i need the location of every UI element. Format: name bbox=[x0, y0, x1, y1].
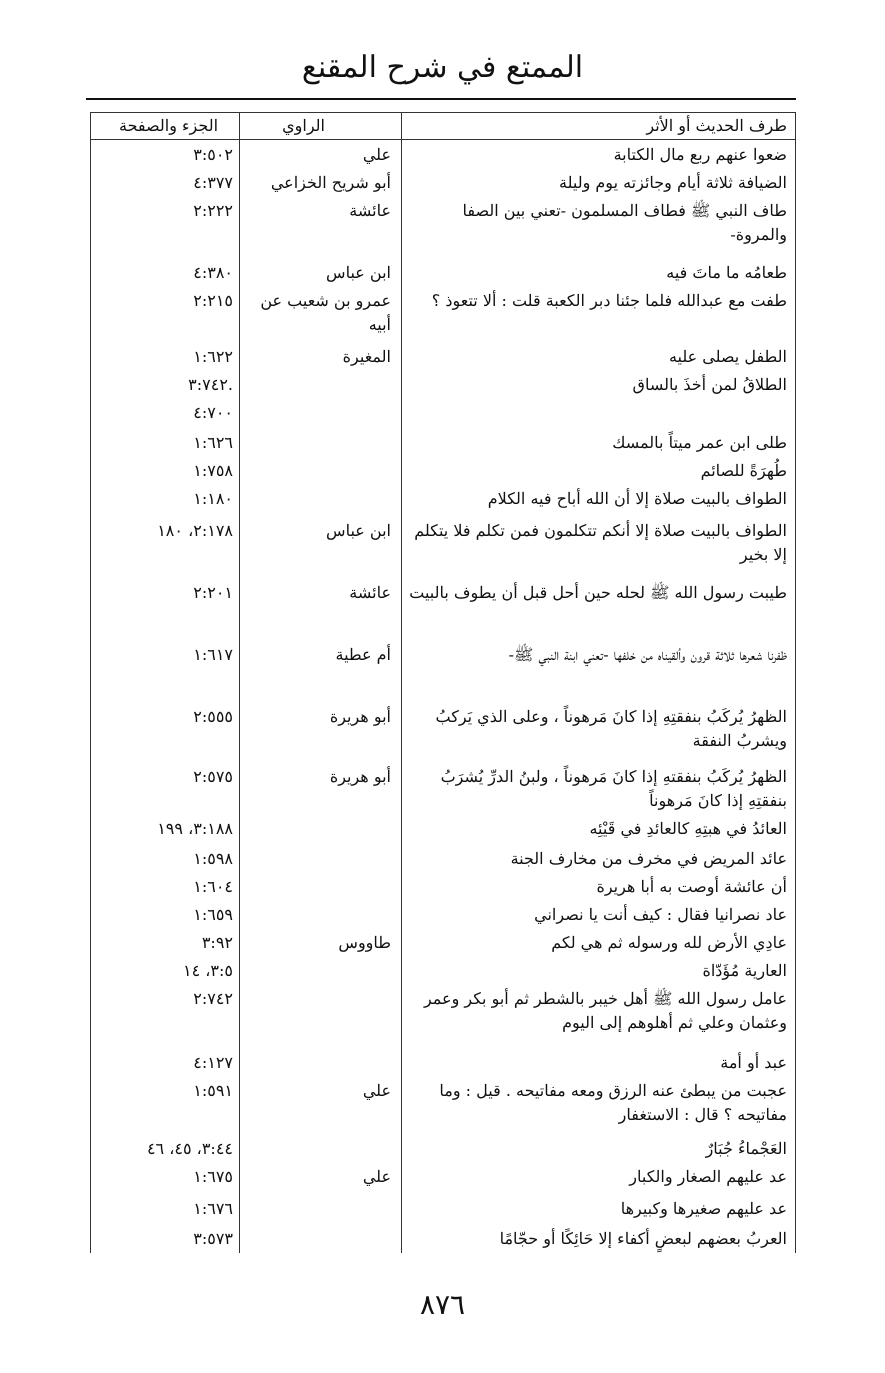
reference-cell: ٣:٥، ١٤ bbox=[182, 961, 233, 980]
narrator-cell: علي bbox=[362, 1081, 391, 1100]
reference-cell: ٣:٥٠٢ bbox=[193, 145, 233, 164]
hadith-cell: طلى ابن عمر ميتاً بالمسك bbox=[612, 433, 787, 452]
reference-cell: ٢:٥٥٥ bbox=[193, 707, 233, 726]
narrator-cell: عمرو بن شعيب عن أبيه bbox=[260, 291, 391, 334]
hadith-cell: عائد المريض في مخرف من مخارف الجنة bbox=[510, 849, 787, 868]
hadith-cell: ظفرنا شعرها ثلاثة قرون وألقيناه من خلفها -تعني ابنة النبي ﷺ- bbox=[508, 645, 787, 664]
reference-cell: ٣:٥٧٣ bbox=[193, 1229, 233, 1248]
narrator-cell: علي bbox=[362, 1167, 391, 1186]
reference-cell: ٢:٥٧٥ bbox=[193, 767, 233, 786]
hadith-cell: الطواف بالبيت صلاة إلا أنكم تتكلمون فمن تكلم فلا يتكلم إلا بخير bbox=[414, 521, 787, 564]
hadith-cell: العارية مُؤَدّاة bbox=[702, 961, 787, 980]
hadith-cell: العائدُ في هبتِهِ كالعائدِ في قَيْئِه bbox=[589, 819, 787, 838]
reference-cell: ١:١٨٠ bbox=[193, 489, 233, 508]
reference-cell: ١:٦٧٥ bbox=[193, 1167, 233, 1186]
narrator-cell: أبو شريح الخزاعي bbox=[270, 173, 391, 192]
reference-cell: ٢:٢٠١ bbox=[193, 583, 233, 602]
reference-cell: ٤:١٢٧ bbox=[193, 1053, 233, 1072]
hadith-cell: طفت مع عبدالله فلما جئنا دبر الكعبة قلت : ألا تتعوذ ؟ bbox=[431, 291, 787, 310]
reference-cell: .٣:٧٤٢ bbox=[188, 375, 233, 394]
narrator-cell: ابن عباس bbox=[326, 521, 391, 540]
hadith-index-table bbox=[90, 112, 796, 1253]
reference-cell: ٤:٣٧٧ bbox=[193, 173, 233, 192]
hadith-cell: أن عائشة أوصت به أبا هريرة bbox=[596, 877, 787, 896]
hadith-cell: عد عليهم صغيرها وكبيرها bbox=[620, 1199, 787, 1218]
hadith-cell: عادِي الأرض لله ورسوله ثم هي لكم bbox=[551, 933, 787, 952]
header-ref: الجزء والصفحة bbox=[119, 116, 219, 135]
reference-cell: ٣:١٨٨، ١٩٩ bbox=[157, 819, 233, 838]
narrator-cell: عائشة bbox=[349, 201, 391, 220]
table-header bbox=[91, 113, 795, 140]
reference-cell: ١:٦٠٤ bbox=[193, 877, 233, 896]
hadith-cell: عامل رسول الله ﷺ أهل خيبر بالشطر ثم أبو بكر وعمر وعثمان وعلي ثم أهلوهم إلى اليوم bbox=[423, 989, 787, 1032]
narrator-cell: طاووس bbox=[338, 933, 391, 952]
narrator-cell: أبو هريرة bbox=[329, 767, 391, 786]
reference-cell: ٣:٤٤، ٤٥، ٤٦ bbox=[146, 1139, 233, 1158]
hadith-cell: ضعوا عنهم ربع مال الكتابة bbox=[613, 145, 787, 164]
reference-cell: ٢:٧٤٢ bbox=[193, 989, 233, 1008]
hadith-cell: الطواف بالبيت صلاة إلا أن الله أباح فيه الكلام bbox=[487, 489, 787, 508]
hadith-cell: الظهرُ يُركَبُ بنفقتهِ إذا كانَ مَرهوناً ، ولبنُ الدرِّ يُشرَبُ بنفقتِهِ إذا كانَ مَرهوناً bbox=[440, 767, 787, 810]
hadith-cell: طعامُه ما ماتَ فيه bbox=[666, 263, 787, 282]
reference-cell: ٤:٣٨٠ bbox=[193, 263, 233, 282]
header-narrator: الراوي bbox=[282, 116, 325, 135]
hadith-cell: عبد أو أمة bbox=[720, 1053, 787, 1072]
hadith-cell: عاد نصرانيا فقال : كيف أنت يا نصراني bbox=[534, 905, 787, 924]
reference-cell: ١:٧٥٨ bbox=[193, 461, 233, 480]
reference-cell: ١:٦١٧ bbox=[193, 645, 233, 664]
reference-cell: ٣:٩٢ bbox=[201, 933, 233, 952]
reference-cell: ١:٦٥٩ bbox=[193, 905, 233, 924]
reference-cell: ٤:٧٠٠ bbox=[193, 403, 233, 422]
reference-cell: ٢:٢١٥ bbox=[193, 291, 233, 310]
header-rule bbox=[86, 98, 796, 100]
hadith-cell: العَجْماءُ جُبَارٌ bbox=[705, 1139, 787, 1158]
page-title: الممتع في شرح المقنع bbox=[301, 50, 584, 85]
page-number: ٨٧٦ bbox=[419, 1288, 466, 1321]
header-hadith: طرف الحديث أو الأثر bbox=[646, 116, 787, 135]
hadith-cell: طيبت رسول الله ﷺ لحله حين أحل قبل أن يطوف بالبيت bbox=[409, 583, 787, 602]
column-divider-narrator bbox=[239, 113, 240, 1253]
reference-cell: ١:٥٩١ bbox=[193, 1081, 233, 1100]
narrator-cell: ابن عباس bbox=[326, 263, 391, 282]
hadith-cell: عد عليهم الصغار والكبار bbox=[629, 1167, 787, 1186]
reference-cell: ٢:١٧٨، ١٨٠ bbox=[157, 521, 233, 540]
hadith-cell: الطفل يصلى عليه bbox=[668, 347, 787, 366]
hadith-cell: الطلاقُ لمن أخذَ بالساق bbox=[632, 375, 787, 394]
reference-cell: ١:٦٢٦ bbox=[193, 433, 233, 452]
hadith-cell: عجبت من يبطئ عنه الرزق ومعه مفاتيحه . قيل : وما مفاتيحه ؟ قال : الاستغفار bbox=[439, 1081, 787, 1124]
hadith-cell: طاف النبي ﷺ فطاف المسلمون -تعني بين الصفا والمروة- bbox=[462, 201, 787, 244]
narrator-cell: أبو هريرة bbox=[329, 707, 391, 726]
hadith-cell: الضيافة ثلاثة أيام وجائزته يوم وليلة bbox=[559, 173, 787, 192]
narrator-cell: علي bbox=[362, 145, 391, 164]
reference-cell: ١:٦٧٦ bbox=[193, 1199, 233, 1218]
narrator-cell: عائشة bbox=[349, 583, 391, 602]
hadith-cell: الظهرُ يُركَبُ بنفقتِهِ إذا كانَ مَرهوناً ، وعلى الذي يَركبُ ويشربُ النفقة bbox=[435, 707, 787, 750]
narrator-cell: المغيرة bbox=[342, 347, 391, 366]
hadith-cell: طُهرَةً للصائم bbox=[700, 461, 787, 480]
narrator-cell: أم عطية bbox=[335, 645, 391, 664]
hadith-cell: العربُ بعضهم لبعضٍ أكفاء إلا حَائِكًا أو حجّامًا bbox=[499, 1229, 787, 1248]
reference-cell: ٢:٢٢٢ bbox=[193, 201, 233, 220]
reference-cell: ١:٦٢٢ bbox=[193, 347, 233, 366]
reference-cell: ١:٥٩٨ bbox=[193, 849, 233, 868]
